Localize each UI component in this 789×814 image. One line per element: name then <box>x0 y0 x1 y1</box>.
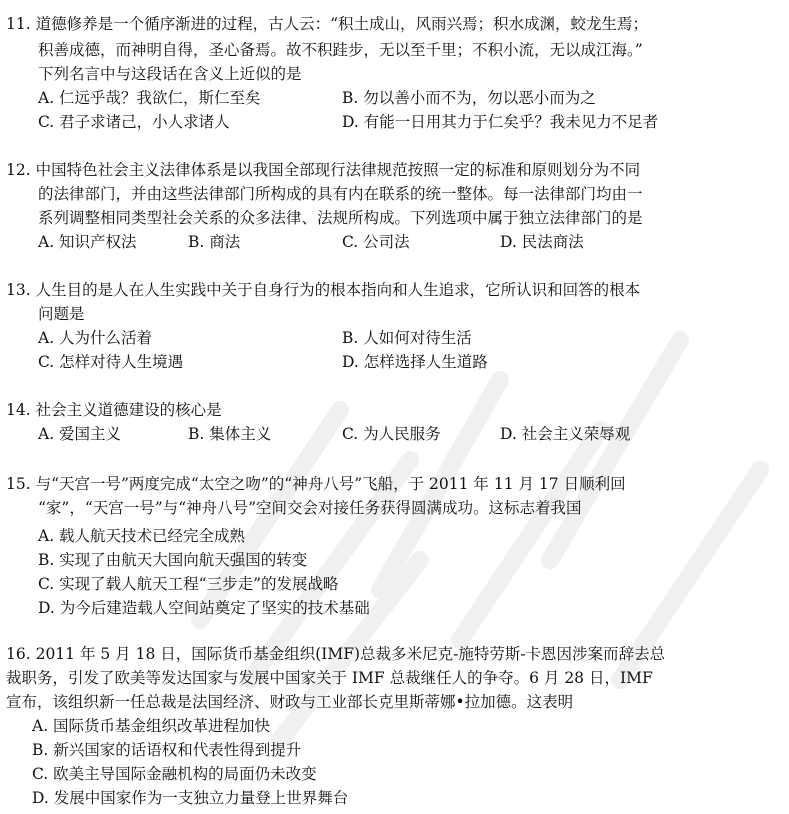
q12-option-b: B. 商法 <box>188 233 241 251</box>
q14-option-a: A. 爱国主义 <box>38 425 122 443</box>
q15-option-b: B. 实现了由航天大国向航天强国的转变 <box>38 551 308 569</box>
q11-option-b: B. 勿以善小而不为，勿以恶小而为之 <box>342 89 596 107</box>
q16-option-d: D. 发展中国家作为一支独立力量登上世界舞台 <box>32 789 349 807</box>
q16-option-a: A. 国际货币基金组织改革进程加快 <box>32 717 271 735</box>
q14-option-b: B. 集体主义 <box>188 425 272 443</box>
q16-option-c: C. 欧美主导国际金融机构的局面仍未改变 <box>32 765 317 783</box>
q12-option-d: D. 民法商法 <box>500 233 584 251</box>
q16-stem-line-1: 16. 2011 年 5 月 18 日，国际货币基金组织(IMF)总裁多米尼克-施特劳斯-卡恩因涉案而辞去总 <box>6 645 666 663</box>
q14-option-c: C. 为人民服务 <box>342 425 441 443</box>
q11-stem-line-2: 积善成德，而神明自得，圣心备焉。故不积跬步，无以至千里；不积小流，无以成江海。” <box>38 41 643 59</box>
q15-option-c: C. 实现了载人航天工程“三步走”的发展战略 <box>38 575 339 593</box>
q12-stem-line-1: 12. 中国特色社会主义法律体系是以我国全部现行法律规范按照一定的标准和原则划分为不同 <box>6 161 641 179</box>
q12-stem-line-2: 的法律部门，并由这些法律部门所构成的具有内在联系的统一整体。每一法律部门均由一 <box>38 185 643 203</box>
q12-option-a: A. 知识产权法 <box>38 233 137 251</box>
q13-option-d: D. 怎样选择人生道路 <box>342 353 488 371</box>
q14-stem-line-1: 14. 社会主义道德建设的核心是 <box>6 401 222 419</box>
q11-option-c: C. 君子求诸己，小人求诸人 <box>38 113 230 131</box>
q13-option-c: C. 怎样对待人生境遇 <box>38 353 184 371</box>
q13-stem-line-1: 13. 人生目的是人在人生实践中关于自身行为的根本指向和人生追求，它所认识和回答的根本 <box>6 281 641 299</box>
q11-stem-line-1: 11. 道德修养是一个循序渐进的过程，古人云：“积土成山，风雨兴焉；积水成渊，蛟龙生焉； <box>6 15 649 33</box>
q15-stem-line-1: 15. 与“天宫一号”两度完成“太空之吻”的“神舟八号”飞船，于 2011 年 11 月 17 日顺利回 <box>6 475 626 493</box>
q13-option-a: A. 人为什么活着 <box>38 329 153 347</box>
q15-option-a: A. 载人航天技术已经完全成熟 <box>38 527 246 545</box>
q16-option-b: B. 新兴国家的话语权和代表性得到提升 <box>32 741 302 759</box>
q13-option-b: B. 人如何对待生活 <box>342 329 472 347</box>
q11-stem-line-3: 下列名言中与这段话在含义上近似的是 <box>38 65 302 83</box>
q11-option-a: A. 仁远乎哉？我欲仁，斯仁至矣 <box>38 89 261 107</box>
q12-stem-line-3: 系列调整相同类型社会关系的众多法律、法规所构成。下列选项中属于独立法律部门的是 <box>38 209 643 227</box>
q12-option-c: C. 公司法 <box>342 233 410 251</box>
q13-stem-line-2: 问题是 <box>38 305 85 323</box>
q16-stem-line-2: 裁职务，引发了欧美等发达国家与发展中国家关于 IMF 总裁继任人的争夺。6 月 28 日，IMF <box>6 669 653 687</box>
q11-option-d: D. 有能一日用其力于仁矣乎？我未见力不足者 <box>342 113 659 131</box>
q15-stem-line-2: “家”，“天宫一号”与“神舟八号”空间交会对接任务获得圆满成功。这标志着我国 <box>38 499 582 517</box>
q16-stem-line-3: 宣布，该组织新一任总裁是法国经济、财政与工业部长克里斯蒂娜•拉加德。这表明 <box>6 693 574 711</box>
q14-option-d: D. 社会主义荣辱观 <box>500 425 631 443</box>
q15-option-d: D. 为今后建造载人空间站奠定了坚实的技术基础 <box>38 599 370 617</box>
